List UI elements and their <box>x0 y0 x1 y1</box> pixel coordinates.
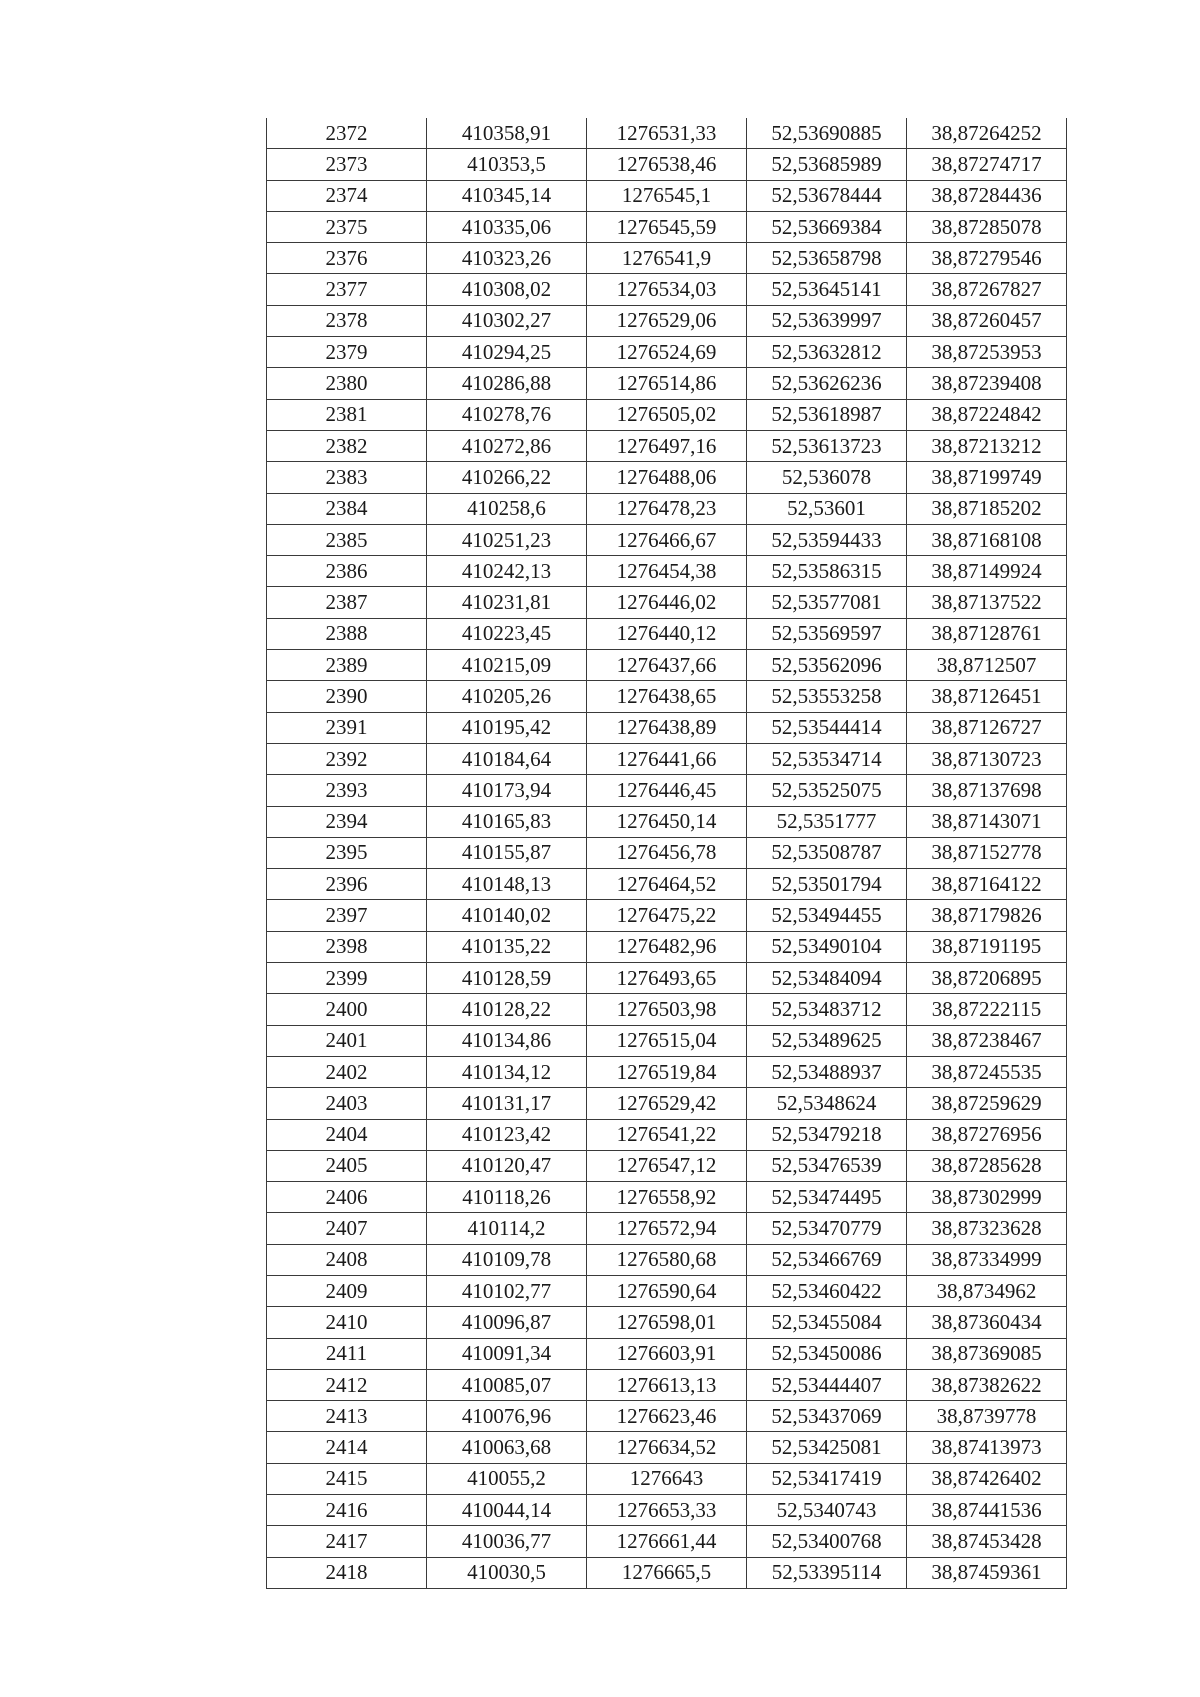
latitude-cell: 52,53444407 <box>747 1369 907 1400</box>
x-coordinate-cell: 410131,17 <box>427 1088 587 1119</box>
longitude-cell: 38,87276956 <box>907 1119 1067 1150</box>
x-coordinate-cell: 410251,23 <box>427 524 587 555</box>
y-coordinate-cell: 1276534,03 <box>587 274 747 305</box>
longitude-cell: 38,87206895 <box>907 963 1067 994</box>
table-row <box>267 650 1067 681</box>
latitude-cell: 52,53508787 <box>747 837 907 868</box>
x-coordinate-cell: 410205,26 <box>427 681 587 712</box>
x-coordinate-cell: 410302,27 <box>427 305 587 336</box>
longitude-cell: 38,87284436 <box>907 180 1067 211</box>
x-coordinate-cell: 410278,76 <box>427 399 587 430</box>
y-coordinate-cell: 1276450,14 <box>587 806 747 837</box>
point-number-cell: 2414 <box>267 1432 427 1463</box>
y-coordinate-cell: 1276524,69 <box>587 337 747 368</box>
latitude-cell: 52,53489625 <box>747 1025 907 1056</box>
x-coordinate-cell: 410308,02 <box>427 274 587 305</box>
point-number-cell: 2392 <box>267 743 427 774</box>
table-row <box>267 1526 1067 1557</box>
x-coordinate-cell: 410118,26 <box>427 1182 587 1213</box>
point-number-cell: 2396 <box>267 869 427 900</box>
x-coordinate-cell: 410184,64 <box>427 743 587 774</box>
table-row <box>267 493 1067 524</box>
latitude-cell: 52,53494455 <box>747 900 907 931</box>
table-row <box>267 1244 1067 1275</box>
longitude-cell: 38,87253953 <box>907 337 1067 368</box>
latitude-cell: 52,53490104 <box>747 931 907 962</box>
y-coordinate-cell: 1276519,84 <box>587 1056 747 1087</box>
x-coordinate-cell: 410096,87 <box>427 1307 587 1338</box>
y-coordinate-cell: 1276503,98 <box>587 994 747 1025</box>
table-row <box>267 243 1067 274</box>
point-number-cell: 2384 <box>267 493 427 524</box>
y-coordinate-cell: 1276438,89 <box>587 712 747 743</box>
x-coordinate-cell: 410036,77 <box>427 1526 587 1557</box>
table-row <box>267 931 1067 962</box>
table-row <box>267 368 1067 399</box>
y-coordinate-cell: 1276475,22 <box>587 900 747 931</box>
y-coordinate-cell: 1276643 <box>587 1463 747 1494</box>
x-coordinate-cell: 410134,12 <box>427 1056 587 1087</box>
y-coordinate-cell: 1276653,33 <box>587 1495 747 1526</box>
longitude-cell: 38,87179826 <box>907 900 1067 931</box>
latitude-cell: 52,53425081 <box>747 1432 907 1463</box>
x-coordinate-cell: 410123,42 <box>427 1119 587 1150</box>
longitude-cell: 38,87213212 <box>907 430 1067 461</box>
y-coordinate-cell: 1276438,65 <box>587 681 747 712</box>
x-coordinate-cell: 410165,83 <box>427 806 587 837</box>
longitude-cell: 38,87279546 <box>907 243 1067 274</box>
latitude-cell: 52,536078 <box>747 462 907 493</box>
table-row <box>267 1088 1067 1119</box>
latitude-cell: 52,53632812 <box>747 337 907 368</box>
table-row <box>267 211 1067 242</box>
longitude-cell: 38,87334999 <box>907 1244 1067 1275</box>
latitude-cell: 52,53645141 <box>747 274 907 305</box>
table-row <box>267 1182 1067 1213</box>
latitude-cell: 52,53466769 <box>747 1244 907 1275</box>
point-number-cell: 2413 <box>267 1401 427 1432</box>
point-number-cell: 2416 <box>267 1495 427 1526</box>
latitude-cell: 52,53483712 <box>747 994 907 1025</box>
table-row <box>267 1338 1067 1369</box>
latitude-cell: 52,53569597 <box>747 618 907 649</box>
x-coordinate-cell: 410030,5 <box>427 1557 587 1588</box>
point-number-cell: 2409 <box>267 1275 427 1306</box>
x-coordinate-cell: 410353,5 <box>427 149 587 180</box>
x-coordinate-cell: 410286,88 <box>427 368 587 399</box>
y-coordinate-cell: 1276590,64 <box>587 1275 747 1306</box>
table-row <box>267 462 1067 493</box>
longitude-cell: 38,87274717 <box>907 149 1067 180</box>
longitude-cell: 38,87152778 <box>907 837 1067 868</box>
point-number-cell: 2389 <box>267 650 427 681</box>
point-number-cell: 2372 <box>267 118 427 149</box>
x-coordinate-cell: 410272,86 <box>427 430 587 461</box>
point-number-cell: 2408 <box>267 1244 427 1275</box>
point-number-cell: 2393 <box>267 775 427 806</box>
point-number-cell: 2377 <box>267 274 427 305</box>
table-row <box>267 587 1067 618</box>
point-number-cell: 2375 <box>267 211 427 242</box>
longitude-cell: 38,87222115 <box>907 994 1067 1025</box>
y-coordinate-cell: 1276441,66 <box>587 743 747 774</box>
table-row <box>267 775 1067 806</box>
point-number-cell: 2378 <box>267 305 427 336</box>
y-coordinate-cell: 1276488,06 <box>587 462 747 493</box>
longitude-cell: 38,87259629 <box>907 1088 1067 1119</box>
longitude-cell: 38,87245535 <box>907 1056 1067 1087</box>
point-number-cell: 2404 <box>267 1119 427 1150</box>
point-number-cell: 2398 <box>267 931 427 962</box>
longitude-cell: 38,87285628 <box>907 1150 1067 1181</box>
longitude-cell: 38,87426402 <box>907 1463 1067 1494</box>
longitude-cell: 38,8734962 <box>907 1275 1067 1306</box>
point-number-cell: 2399 <box>267 963 427 994</box>
point-number-cell: 2401 <box>267 1025 427 1056</box>
x-coordinate-cell: 410173,94 <box>427 775 587 806</box>
y-coordinate-cell: 1276440,12 <box>587 618 747 649</box>
x-coordinate-cell: 410085,07 <box>427 1369 587 1400</box>
y-coordinate-cell: 1276478,23 <box>587 493 747 524</box>
point-number-cell: 2376 <box>267 243 427 274</box>
x-coordinate-cell: 410223,45 <box>427 618 587 649</box>
y-coordinate-cell: 1276446,45 <box>587 775 747 806</box>
table-row <box>267 337 1067 368</box>
y-coordinate-cell: 1276572,94 <box>587 1213 747 1244</box>
x-coordinate-cell: 410148,13 <box>427 869 587 900</box>
table-row <box>267 681 1067 712</box>
table-row <box>267 1495 1067 1526</box>
y-coordinate-cell: 1276545,1 <box>587 180 747 211</box>
longitude-cell: 38,87130723 <box>907 743 1067 774</box>
x-coordinate-cell: 410231,81 <box>427 587 587 618</box>
table-row <box>267 963 1067 994</box>
y-coordinate-cell: 1276623,46 <box>587 1401 747 1432</box>
table-row <box>267 399 1067 430</box>
longitude-cell: 38,87302999 <box>907 1182 1067 1213</box>
y-coordinate-cell: 1276529,06 <box>587 305 747 336</box>
y-coordinate-cell: 1276454,38 <box>587 556 747 587</box>
longitude-cell: 38,87224842 <box>907 399 1067 430</box>
y-coordinate-cell: 1276456,78 <box>587 837 747 868</box>
latitude-cell: 52,53586315 <box>747 556 907 587</box>
latitude-cell: 52,53658798 <box>747 243 907 274</box>
latitude-cell: 52,53685989 <box>747 149 907 180</box>
x-coordinate-cell: 410155,87 <box>427 837 587 868</box>
longitude-cell: 38,87126727 <box>907 712 1067 743</box>
x-coordinate-cell: 410195,42 <box>427 712 587 743</box>
longitude-cell: 38,87285078 <box>907 211 1067 242</box>
latitude-cell: 52,53544414 <box>747 712 907 743</box>
latitude-cell: 52,53562096 <box>747 650 907 681</box>
latitude-cell: 52,53690885 <box>747 118 907 149</box>
longitude-cell: 38,87459361 <box>907 1557 1067 1588</box>
point-number-cell: 2386 <box>267 556 427 587</box>
latitude-cell: 52,53639997 <box>747 305 907 336</box>
y-coordinate-cell: 1276547,12 <box>587 1150 747 1181</box>
latitude-cell: 52,53594433 <box>747 524 907 555</box>
table-row <box>267 869 1067 900</box>
table-row <box>267 837 1067 868</box>
longitude-cell: 38,87168108 <box>907 524 1067 555</box>
table-row <box>267 1557 1067 1588</box>
point-number-cell: 2387 <box>267 587 427 618</box>
x-coordinate-cell: 410294,25 <box>427 337 587 368</box>
x-coordinate-cell: 410135,22 <box>427 931 587 962</box>
longitude-cell: 38,87267827 <box>907 274 1067 305</box>
table-row <box>267 743 1067 774</box>
point-number-cell: 2402 <box>267 1056 427 1087</box>
y-coordinate-cell: 1276529,42 <box>587 1088 747 1119</box>
latitude-cell: 52,53601 <box>747 493 907 524</box>
point-number-cell: 2405 <box>267 1150 427 1181</box>
table-row <box>267 1275 1067 1306</box>
table-row <box>267 1432 1067 1463</box>
y-coordinate-cell: 1276541,22 <box>587 1119 747 1150</box>
longitude-cell: 38,8739778 <box>907 1401 1067 1432</box>
x-coordinate-cell: 410044,14 <box>427 1495 587 1526</box>
longitude-cell: 38,87137522 <box>907 587 1067 618</box>
point-number-cell: 2381 <box>267 399 427 430</box>
y-coordinate-cell: 1276446,02 <box>587 587 747 618</box>
x-coordinate-cell: 410109,78 <box>427 1244 587 1275</box>
latitude-cell: 52,53525075 <box>747 775 907 806</box>
point-number-cell: 2374 <box>267 180 427 211</box>
longitude-cell: 38,87413973 <box>907 1432 1067 1463</box>
point-number-cell: 2410 <box>267 1307 427 1338</box>
x-coordinate-cell: 410055,2 <box>427 1463 587 1494</box>
latitude-cell: 52,53400768 <box>747 1526 907 1557</box>
table-row <box>267 1369 1067 1400</box>
longitude-cell: 38,87199749 <box>907 462 1067 493</box>
latitude-cell: 52,53534714 <box>747 743 907 774</box>
point-number-cell: 2397 <box>267 900 427 931</box>
coordinates-table <box>266 118 1067 1589</box>
table-row <box>267 430 1067 461</box>
table-row <box>267 1119 1067 1150</box>
table-row <box>267 556 1067 587</box>
latitude-cell: 52,53437069 <box>747 1401 907 1432</box>
y-coordinate-cell: 1276514,86 <box>587 368 747 399</box>
longitude-cell: 38,87185202 <box>907 493 1067 524</box>
x-coordinate-cell: 410140,02 <box>427 900 587 931</box>
y-coordinate-cell: 1276466,67 <box>587 524 747 555</box>
latitude-cell: 52,53455084 <box>747 1307 907 1338</box>
table-row <box>267 900 1067 931</box>
point-number-cell: 2382 <box>267 430 427 461</box>
longitude-cell: 38,87369085 <box>907 1338 1067 1369</box>
y-coordinate-cell: 1276558,92 <box>587 1182 747 1213</box>
longitude-cell: 38,87382622 <box>907 1369 1067 1400</box>
table-row <box>267 118 1067 149</box>
y-coordinate-cell: 1276538,46 <box>587 149 747 180</box>
x-coordinate-cell: 410120,47 <box>427 1150 587 1181</box>
longitude-cell: 38,87128761 <box>907 618 1067 649</box>
point-number-cell: 2406 <box>267 1182 427 1213</box>
latitude-cell: 52,53417419 <box>747 1463 907 1494</box>
latitude-cell: 52,53553258 <box>747 681 907 712</box>
y-coordinate-cell: 1276541,9 <box>587 243 747 274</box>
table-row <box>267 1025 1067 1056</box>
table-row <box>267 180 1067 211</box>
latitude-cell: 52,53501794 <box>747 869 907 900</box>
y-coordinate-cell: 1276603,91 <box>587 1338 747 1369</box>
longitude-cell: 38,87360434 <box>907 1307 1067 1338</box>
point-number-cell: 2403 <box>267 1088 427 1119</box>
table-row <box>267 274 1067 305</box>
x-coordinate-cell: 410242,13 <box>427 556 587 587</box>
latitude-cell: 52,53474495 <box>747 1182 907 1213</box>
table-row <box>267 618 1067 649</box>
point-number-cell: 2395 <box>267 837 427 868</box>
x-coordinate-cell: 410063,68 <box>427 1432 587 1463</box>
table-row <box>267 1213 1067 1244</box>
longitude-cell: 38,8712507 <box>907 650 1067 681</box>
point-number-cell: 2379 <box>267 337 427 368</box>
x-coordinate-cell: 410358,91 <box>427 118 587 149</box>
latitude-cell: 52,5351777 <box>747 806 907 837</box>
longitude-cell: 38,87323628 <box>907 1213 1067 1244</box>
longitude-cell: 38,87260457 <box>907 305 1067 336</box>
x-coordinate-cell: 410266,22 <box>427 462 587 493</box>
longitude-cell: 38,87149924 <box>907 556 1067 587</box>
table-row <box>267 1401 1067 1432</box>
x-coordinate-cell: 410335,06 <box>427 211 587 242</box>
y-coordinate-cell: 1276545,59 <box>587 211 747 242</box>
table-row <box>267 1150 1067 1181</box>
point-number-cell: 2383 <box>267 462 427 493</box>
point-number-cell: 2411 <box>267 1338 427 1369</box>
latitude-cell: 52,53395114 <box>747 1557 907 1588</box>
latitude-cell: 52,53484094 <box>747 963 907 994</box>
x-coordinate-cell: 410076,96 <box>427 1401 587 1432</box>
table-row <box>267 1463 1067 1494</box>
point-number-cell: 2415 <box>267 1463 427 1494</box>
point-number-cell: 2388 <box>267 618 427 649</box>
y-coordinate-cell: 1276493,65 <box>587 963 747 994</box>
point-number-cell: 2391 <box>267 712 427 743</box>
y-coordinate-cell: 1276634,52 <box>587 1432 747 1463</box>
point-number-cell: 2418 <box>267 1557 427 1588</box>
longitude-cell: 38,87264252 <box>907 118 1067 149</box>
coordinates-table-body <box>267 118 1067 1588</box>
point-number-cell: 2390 <box>267 681 427 712</box>
latitude-cell: 52,53626236 <box>747 368 907 399</box>
x-coordinate-cell: 410128,22 <box>427 994 587 1025</box>
longitude-cell: 38,87441536 <box>907 1495 1067 1526</box>
table-row <box>267 1056 1067 1087</box>
y-coordinate-cell: 1276505,02 <box>587 399 747 430</box>
longitude-cell: 38,87239408 <box>907 368 1067 399</box>
point-number-cell: 2412 <box>267 1369 427 1400</box>
point-number-cell: 2380 <box>267 368 427 399</box>
x-coordinate-cell: 410091,34 <box>427 1338 587 1369</box>
latitude-cell: 52,53618987 <box>747 399 907 430</box>
longitude-cell: 38,87126451 <box>907 681 1067 712</box>
latitude-cell: 52,53678444 <box>747 180 907 211</box>
table-row <box>267 712 1067 743</box>
latitude-cell: 52,5348624 <box>747 1088 907 1119</box>
y-coordinate-cell: 1276598,01 <box>587 1307 747 1338</box>
table-row <box>267 149 1067 180</box>
x-coordinate-cell: 410345,14 <box>427 180 587 211</box>
y-coordinate-cell: 1276580,68 <box>587 1244 747 1275</box>
point-number-cell: 2407 <box>267 1213 427 1244</box>
y-coordinate-cell: 1276482,96 <box>587 931 747 962</box>
x-coordinate-cell: 410215,09 <box>427 650 587 681</box>
point-number-cell: 2400 <box>267 994 427 1025</box>
latitude-cell: 52,53577081 <box>747 587 907 618</box>
x-coordinate-cell: 410128,59 <box>427 963 587 994</box>
longitude-cell: 38,87143071 <box>907 806 1067 837</box>
point-number-cell: 2394 <box>267 806 427 837</box>
y-coordinate-cell: 1276665,5 <box>587 1557 747 1588</box>
latitude-cell: 52,53460422 <box>747 1275 907 1306</box>
table-row <box>267 524 1067 555</box>
x-coordinate-cell: 410114,2 <box>427 1213 587 1244</box>
x-coordinate-cell: 410258,6 <box>427 493 587 524</box>
latitude-cell: 52,53488937 <box>747 1056 907 1087</box>
latitude-cell: 52,5340743 <box>747 1495 907 1526</box>
longitude-cell: 38,87453428 <box>907 1526 1067 1557</box>
longitude-cell: 38,87238467 <box>907 1025 1067 1056</box>
longitude-cell: 38,87164122 <box>907 869 1067 900</box>
table-row <box>267 806 1067 837</box>
table-row <box>267 994 1067 1025</box>
point-number-cell: 2385 <box>267 524 427 555</box>
latitude-cell: 52,53476539 <box>747 1150 907 1181</box>
table-row <box>267 305 1067 336</box>
latitude-cell: 52,53613723 <box>747 430 907 461</box>
x-coordinate-cell: 410102,77 <box>427 1275 587 1306</box>
y-coordinate-cell: 1276437,66 <box>587 650 747 681</box>
latitude-cell: 52,53669384 <box>747 211 907 242</box>
latitude-cell: 52,53450086 <box>747 1338 907 1369</box>
latitude-cell: 52,53479218 <box>747 1119 907 1150</box>
point-number-cell: 2373 <box>267 149 427 180</box>
point-number-cell: 2417 <box>267 1526 427 1557</box>
table-row <box>267 1307 1067 1338</box>
longitude-cell: 38,87137698 <box>907 775 1067 806</box>
y-coordinate-cell: 1276661,44 <box>587 1526 747 1557</box>
y-coordinate-cell: 1276613,13 <box>587 1369 747 1400</box>
latitude-cell: 52,53470779 <box>747 1213 907 1244</box>
y-coordinate-cell: 1276497,16 <box>587 430 747 461</box>
x-coordinate-cell: 410323,26 <box>427 243 587 274</box>
y-coordinate-cell: 1276531,33 <box>587 118 747 149</box>
y-coordinate-cell: 1276515,04 <box>587 1025 747 1056</box>
x-coordinate-cell: 410134,86 <box>427 1025 587 1056</box>
y-coordinate-cell: 1276464,52 <box>587 869 747 900</box>
longitude-cell: 38,87191195 <box>907 931 1067 962</box>
